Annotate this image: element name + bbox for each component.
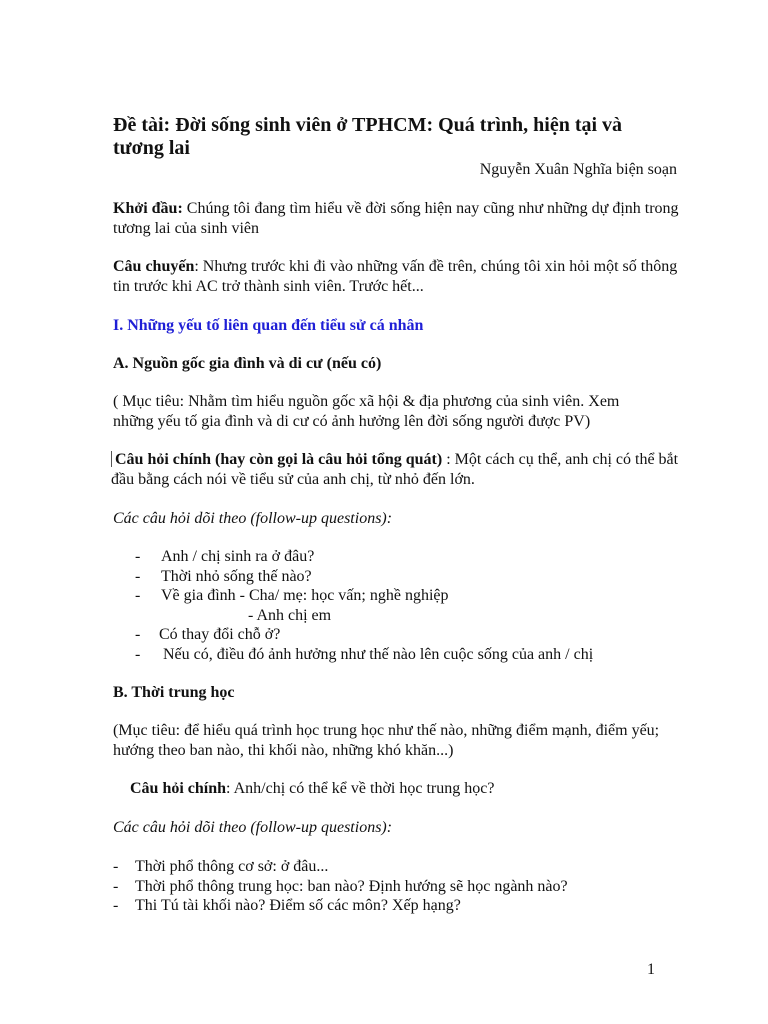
- list-item: - Có thay đổi chỗ ở?: [135, 626, 281, 643]
- list-item: - Thời phổ thông cơ sở: ở đâu...: [113, 858, 329, 875]
- main-question-text: : Một cách cụ thể, anh chị có thể bắt đầu bằng cách nói về tiểu sử của anh chị, từ nhỏ đến lớn.: [111, 451, 679, 488]
- document-title: Đề tài: Đời sống sinh viên ở TPHCM: Quá trình, hiện tại và tương lai: [113, 114, 623, 159]
- story-paragraph: [113, 257, 683, 296]
- subsection-b-followup-list: [113, 857, 713, 916]
- subsection-a-followup-heading: Các câu hỏi dõi theo (follow-up questions):: [113, 510, 393, 527]
- subsection-a-main-question: [111, 450, 683, 489]
- list-item: - Về gia đình - Cha/ mẹ: học vấn; nghề nghiệp: [135, 587, 449, 604]
- list-item: - Thời nhỏ sống thế nào?: [135, 567, 312, 585]
- subsection-a-followup-list: [113, 547, 713, 664]
- story-text: : Nhưng trước khi đi vào những vấn đề trên, chúng tôi xin hỏi một số thông tin trước khi AC trở thành sinh viên. Trước hết...: [113, 258, 678, 295]
- section-heading: I. Những yếu tố liên quan đến tiểu sử cá nhân: [113, 317, 424, 334]
- subsection-b-heading: B. Thời trung học: [113, 684, 235, 701]
- text-cursor: [111, 451, 112, 467]
- list-dash: -: [113, 877, 119, 895]
- list-dash: -: [113, 897, 119, 914]
- list-dash: -: [135, 548, 141, 565]
- subsection-a-objective: ( Mục tiêu: Nhằm tìm hiểu nguồn gốc xã hội & địa phương của sinh viên. Xem những yếu tố gia đình và di cư có ảnh hưởng lên đời sống người được PV): [113, 393, 620, 430]
- subsection-b-objective: (Mục tiêu: để hiểu quá trình học trung học như thế nào, những điểm mạnh, điểm yếu; hướng theo ban nào, thi khối nào, những khó khăn...): [113, 722, 660, 759]
- main-question-label: Câu hỏi chính: [130, 780, 227, 797]
- intro-text: Chúng tôi đang tìm hiểu về đời sống hiện nay cũng như những dự định trong tương lai của sinh viên: [113, 200, 679, 237]
- list-sub-item: - Anh chị em: [248, 606, 332, 624]
- story-label: Câu chuyến: [113, 258, 195, 275]
- subsection-b-main-question: [130, 779, 494, 799]
- intro-label: Khởi đầu:: [113, 200, 183, 217]
- list-dash: -: [113, 858, 119, 875]
- intro-paragraph: [113, 199, 683, 238]
- author-line: Nguyễn Xuân Nghĩa biện soạn: [479, 161, 677, 178]
- page-number: 1: [647, 961, 655, 978]
- main-question-text: : Anh/chị có thể kể về thời học trung học?: [226, 780, 495, 797]
- subsection-a-heading: A. Nguồn gốc gia đình và di cư (nếu có): [113, 355, 382, 372]
- list-item: - Thời phổ thông trung học: ban nào? Định hướng sẽ học ngành nào?: [113, 877, 568, 895]
- list-item: - Anh / chị sinh ra ở đâu?: [135, 548, 315, 565]
- list-dash: -: [135, 645, 141, 663]
- list-item: - Thi Tú tài khối nào? Điểm số các môn? Xếp hạng?: [113, 897, 461, 914]
- subsection-b-followup-heading: Các câu hỏi dõi theo (follow-up questions):: [113, 819, 393, 836]
- list-item: - Nếu có, điều đó ảnh hưởng như thế nào lên cuộc sống của anh / chị: [135, 645, 594, 663]
- list-dash: -: [135, 567, 141, 585]
- list-dash: -: [135, 587, 141, 604]
- main-question-label: Câu hỏi chính (hay còn gọi là câu hỏi tổng quát): [115, 451, 443, 468]
- list-dash: -: [135, 626, 141, 643]
